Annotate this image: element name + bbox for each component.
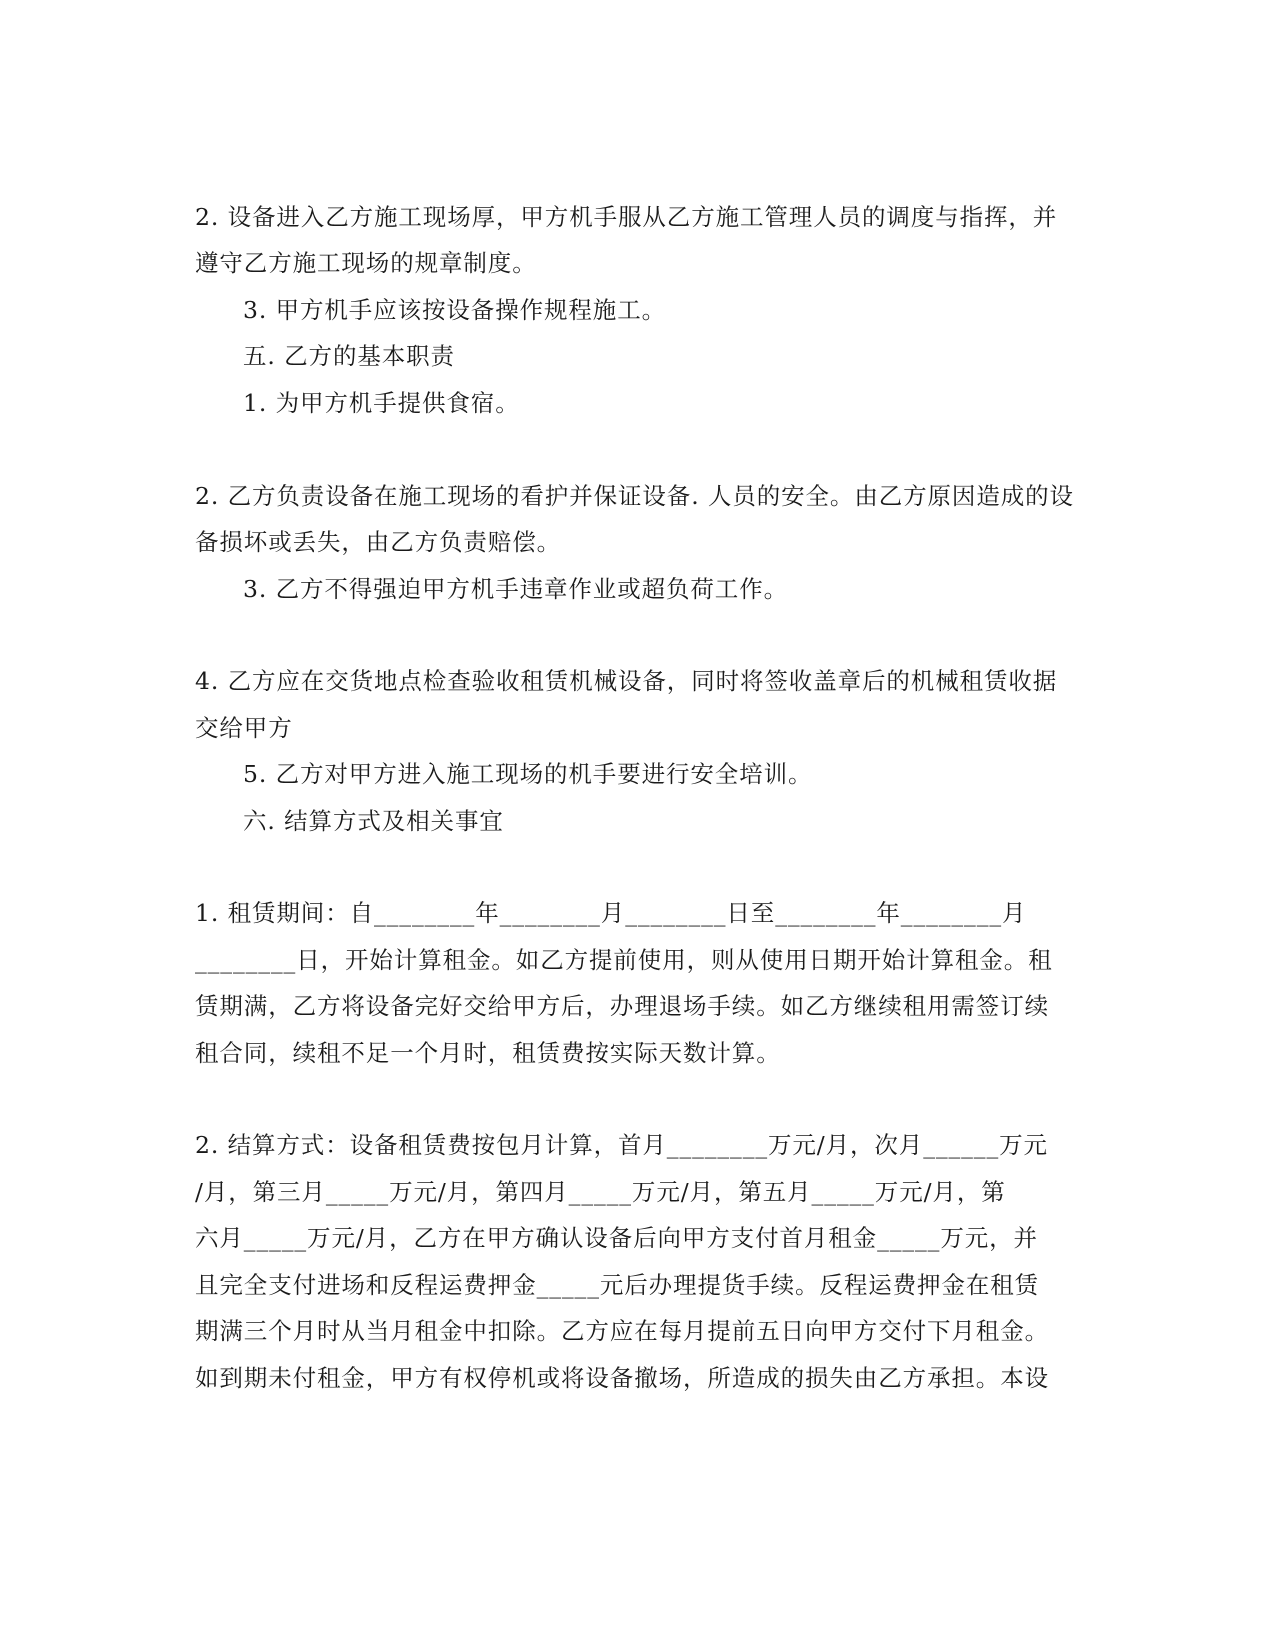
- text-line: 2. 乙方负责设备在施工现场的看护并保证设备. 人员的安全。由乙方原因造成的设: [195, 482, 1074, 510]
- text-line: 如到期未付租金，甲方有权停机或将设备撤场，所造成的损失由乙方承担。本设: [195, 1364, 1049, 1392]
- section-heading: 五. 乙方的基本职责: [243, 342, 455, 370]
- text-line: 5. 乙方对甲方进入施工现场的机手要进行安全培训。: [243, 760, 813, 788]
- text-line: 4. 乙方应在交货地点检查验收租赁机械设备，同时将签收盖章后的机械租赁收据: [195, 667, 1058, 695]
- text-line: 1. 为甲方机手提供食宿。: [243, 389, 520, 417]
- section-heading: 六. 结算方式及相关事宜: [243, 807, 504, 835]
- text-line: 且完全支付进场和反程运费押金_____元后办理提货手续。反程运费押金在租赁: [195, 1271, 1040, 1299]
- text-line: 2. 设备进入乙方施工现场厚，甲方机手服从乙方施工管理人员的调度与指挥，并: [195, 203, 1058, 231]
- text-line: 遵守乙方施工现场的规章制度。: [195, 249, 537, 277]
- text-line: 备损坏或丢失，由乙方负责赔偿。: [195, 528, 561, 556]
- text-line: ________日，开始计算租金。如乙方提前使用，则从使用日期开始计算租金。租: [195, 946, 1053, 974]
- text-line: /月，第三月_____万元/月，第四月_____万元/月，第五月_____万元/月，第: [195, 1178, 1006, 1206]
- text-line: 期满三个月时从当月租金中扣除。乙方应在每月提前五日向甲方交付下月租金。: [195, 1317, 1049, 1345]
- text-line: 租合同，续租不足一个月时，租赁费按实际天数计算。: [195, 1039, 781, 1067]
- text-line: 3. 甲方机手应该按设备操作规程施工。: [243, 296, 666, 324]
- text-line: 六月_____万元/月，乙方在甲方确认设备后向甲方支付首月租金_____万元，并: [195, 1224, 1038, 1252]
- text-line: 交给甲方: [195, 714, 293, 742]
- text-line: 赁期满，乙方将设备完好交给甲方后，办理退场手续。如乙方继续租用需签订续: [195, 992, 1049, 1020]
- text-line: 3. 乙方不得强迫甲方机手违章作业或超负荷工作。: [243, 575, 788, 603]
- text-line: 2. 结算方式：设备租赁费按包月计算，首月________万元/月，次月______万元: [195, 1131, 1048, 1159]
- text-line: 1. 租赁期间：自________年________月________日至________年________月: [195, 899, 1027, 927]
